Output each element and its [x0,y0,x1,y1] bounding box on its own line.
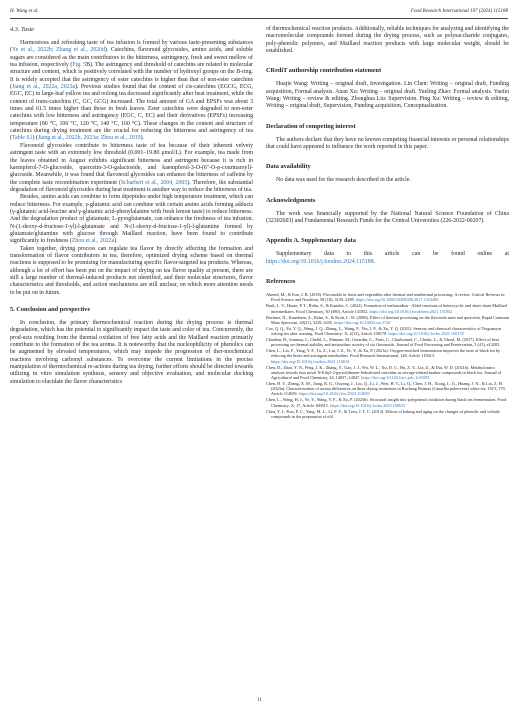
reference-doi-link[interactable]: https://doi.org/10.1002/rcm.2720 [334,319,391,325]
reference-item: Chaaban, H., Ioannou, I., Chebil, L., Slimane, M., Gerardin, C., Paris, C., Charbonnel, C., Chekir, L., & Ghoul, M. (2017). Effect of heat processing on thermal stability and antioxidant activity of six flavonoids. Journal of Food Processing and Preservation, 5 (41), e13203. [266,336,501,348]
paragraph-taste-4: Taken together, drying process can regulate tea flavor by directly affecting the formation and transformation of flavor contributors in tea, therefore, optimized drying scheme based on thermal reactions is supposed to be promising for manufacturing specific flavor-targeted tea products. Whereas, although a lot of effort has been put on the impact of drying on tea flavor quality at present, there are still a large number of thermal-induced products not identified, and their molecular structures, flavor characteristics and thresholds, and action mechanisms are still unclear, on which more attention needs to be put on in future. [10,245,253,296]
supplementary-doi-link[interactable]: https://doi.org/10.1016/j.foodres.2024.115188 [266,258,374,265]
citation-link[interactable]: Ye et al., 2022b; Zhang et al., 2020d [11,47,105,54]
section-title-data-availability: Data availability [266,163,311,171]
paragraph-competing-interest: The authors declare that they have no known competing financial interests or personal relationships that could have appeared to influence the work reported in this paper. [266,136,509,151]
reference-item: Chen, H. Y., Zhang, X. M., Jiang, R. G., Ouyang, J., Liu, Q., Li, J., Wen, H. T., Li, Q., Chen, J. H., Xiong, L. G., Huang, J. N., & Liu, Z. H. (2023a). Characterization of aroma differences on three drying treatments in Rucheng Baimao (Camellia pubescens) white tea. LWT, 179, Article 114659. https://doi.org/10.1016/j.lwt.2023.114659 [266,380,506,397]
reference-doi-link[interactable]: https://doi.org/10.1021/acs.jafc.1c05851 [361,374,430,380]
citation-link[interactable]: Zhou et al., 2022a [71,238,115,245]
reference-doi-link[interactable]: https://doi.org/10.1016/j.lwt.2023.114659 [298,391,370,397]
header-rule [10,18,508,19]
paragraph-taste-3: Besides, amino acids can combine to form dipeptides under high temperature treatment, which can reduce bitterness. For example, γ-glutamic acid can combine with certain amino acids forming adducts (γ-glutamic acid-leucine and γ-glutamic acid-phenylalanine with fresh lemon taste) to reduce bitterness. And the degradation product of glutamate, L-pyroglutamate, can enhance the freshness of tea infusion. N-(1-deoxy-d-fructose-1-yl)-l-glutamate and N-(1-deoxy-d-fructose-1-yl)-l-glutamine formed by glutamate/glutamine with glucose through Maillard reaction, have been found to contribute significantly to freshness (Zhou et al., 2022a). [10,194,253,245]
paragraph-taste-1: Harmonious and refreshing taste of tea infusion is formed by various taste-presenting substances (Ye et al., 2022b; Zhang et al., 2020d). Catechins, flavonoid glycosides, amino acids, and soluble sugars are considered as the main contributors to the bitterness, astringency, fresh and sweet mellow of tea infusion, respectively (Fig. 5B). The astringency and threshold of catechins are related to molecular structure and content, which is positively correlated with the number of hydroxyl groups on the B-ring. It is widely accepted that the astringency of ester catechins is higher than that of non-ester catechins (Jiang et al., 2022a, 2023a). Previous studies found that the content of cis-catechins (EGCG, ECG, EGC, EC) in large-leaf yellow tea and oolong tea decreased significantly after heat treatment, while the content of trans-catechins (C, GC, GCG) increased. The total amount of GA and EPSFs was about 3 times and 61.5 times higher than those in fresh leaves. Ester catechins were degraded to non-ester catechins with low bitterness and astringency (EGC, C, EC) and their derivatives (EPSFs) increasing temperature (80 °C, 100 °C, 120 °C, 140 °C, 160 °C). These changes in the content and structure of catechins during drying treatment are the crucial for reducing the bitterness and astringency of tea (Table S1) (Jiang et al., 2022b, 2023a; Zhou et al., 2019). [10,40,254,142]
right-column [266,26,509,420]
reference-list [266,292,509,419]
figure-link[interactable]: Fig. 5 [72,62,87,69]
reference-item: Chen, Y. J., Kuo, P. C., Yang, M. L., Li, F. Y., & Tzen, J. T. C. (2013). Effects of baking and aging on the changes of phenolic and volatile compounds in the preparation of old [266,408,500,419]
reference-item: Bork, L. V., Haase, P. T., Rohn, S., & Kanzler, C. (2022). Formation of melanoidins - Aldol reactions of heterocyclic and short-chain Maillard intermediates. Food Chemistry, 30 (380), Article 131852. https://doi.org/10.1016/j.foodchem.2021.131852 [266,303,508,314]
citation-link[interactable]: Scharbert et al., 2004, 2005 [120,179,188,186]
reference-item: Ahmed, M., & Eun, J. B. (2018). Flavonoids in fruits and vegetables after thermal and nonthermal processing: A review. Critical Reviews in Food Science and Nutrition, 58 (18), 3159–3188. https://doi.org/10.1080/10408398.2017.1353480 [266,292,505,303]
paragraph-credit: Huajie Wang: Writing – original draft, Investigation. Lin Chen: Writing – original draft, Funding acquisition, Formal analysis. Anan Xu: Writing – original draft. Yueling Zhao: Formal analysis. Yuefei Wang: Writing – review & editing. Zhonghua Liu: Supervision. Ping Xu: Writing – review & editing, Writing – original draft, Supervision, Funding acquisition, Conceptualization. [266,81,509,110]
paragraph-data-availability: No data was used for the research described in the article. [276,177,411,184]
section-title-competing-interest: Declaration of competing interest [266,122,356,130]
reference-doi-link[interactable]: https://doi.org/10.1016/j.fochx.2021.100178 [388,330,464,336]
section-title-appendix: Appendix A. Supplementary data [266,237,356,245]
citation-link[interactable]: Jiang et al., 2022a, 2023a [11,84,76,91]
paragraph-taste-2: Flavonoid glycosides contribute to bitterness taste of tea because of their inherent velvety astringent taste with an extremely low threshold (0.001–19.80 μmol/L). For example, tea made from the leaves obtained in August exhibits significant bitterness and astringent because it is rich in kaempferol-7-O-glucoside, quercetin-3-O-galactoside, and kaempferol-3-O-(6″-O-p-courmaroyl)-glucoside. Meanwhile, it was found that flavonoid glycosides can enhance the bitterness of caffeine by the complete taste recombination experiment (Scharbert et al., 2004, 2005). Therefore, the substantial degradation of flavonoid glycosides during heat treatment is another way to reduce the bitterness of tea. [10,142,253,193]
page-number: 11 [257,698,262,703]
reference-item: Buchner, N., Krumbein, A., Rohn, S., & Kroh, L. W. (2006). Effect of thermal processing on the flavonols rutin and quercetin. Rapid Commun Mass Spectrom, 20(21), 3229–3235. https://doi.org/10.1002/rcm.2720 [266,314,509,325]
reference-item: Chen, L., Liu, F., Yang, Y. F., Tu, Z., Lin, J. Z., Ye, Y., & Xu, P. (2021a). Oxygen-enriched fermentation improves the taste of black tea by reducing the bitter and astringent metabolites. Food Research International, 148, Article 110613. https://doi.org/10.1016/j.foodres.2021.110613 [266,348,501,364]
citation-link[interactable]: Jiang et al., 2022b, 2023a; Zhou et al., 2019 [37,135,141,142]
reference-doi-link[interactable]: https://doi.org/10.1080/10408398.2017.1353480 [355,297,439,303]
paragraph-appendix: Supplementary data to this article can be found online at https://doi.org/10.1016/j.foodres.2024.115188. [266,251,509,265]
section-title-references: References [266,278,296,286]
left-column [10,26,253,386]
reference-doi-link[interactable]: https://doi.org/10.1016/j.foodchem.2021.131852 [369,308,453,314]
paragraph-conclusion: In conclusion, the primary thermochemical reaction during the drying process is thermal degradation, which has the potential to significantly impact the taste and color of tea. Concurrently, the prod-ucts resulting from the thermal oxidation of free fatty acids and the Maillard reaction primarily contribute to the formation of the tea aroma. It is noteworthy that the nucleophilicity of phenolics can be augmented by elevated temperatures, which may impede the progression of ther-mochemical reactions involving carbonyl substances. To overcome the current limitations in the precise manipulation of thermochemical re-actions during tea drying, further efforts should be directed towards utilizing in vitro simulation synthesis, sensory and objective evaluation, and molecular docking simulation to elucidate the flavor characteristics [10,320,253,385]
reference-doi-link[interactable]: https://doi.org/10.1016/j.foodres.2021.110613 [271,358,350,364]
section-title-credit: CRediT authorship contribution statement [266,67,382,75]
reference-item: Chen, L., Wang, H. J., Ye, Y., Wang, Y. F., & Xu, P. (2023b). Structural insight into polyphenol oxidation during black tea fermentation. Food Chemistry: X, 17, Article 100615. https://doi.org/10.1016/j.fochx.2023.100615 [266,397,507,408]
reference-item: Cao, Q. Q., Fu, Y. Q., Wang, J. Q., Zhang, L., Wang, F., Yin, J. F., & Xu, Y. Q. (2021). Sensory and chemical characteristics of Tieguanyin oolong tea after roasting. Food Chemistry: X, 2(12), Article 100178. https://doi.org/10.1016/j.fochx.2021.100178 [266,325,501,336]
paragraph-conclusion-continued: of thermochemical reaction products. Additionally, reliable techniques for analyzing and identifying the macromolecular compounds formed during the drying process, such as polysaccharide conjugates, poly-phenolic polymers, and Maillard reaction products with large molecular weight, should be established. [266,26,509,55]
subsection-title-taste: 4.3. Taste [10,26,35,33]
running-header-journal: Food Research International 197 (2024) 115188 [410,9,508,14]
running-header-authors: H. Wang et al. [10,9,39,14]
section-title-acknowledgments: Acknowledgments [266,196,316,204]
reference-item: Chen, D., Zhao, Y. N., Peng, J. K., Zhang, Y., Gao, J. J., Wu, W. L., Xu, D. C., Hu, Z. Y., Lin, Z., & Dai, W. D. (2021b). Metabolomics analysis reveals four novel N-Ethyl-2-pyrrolidinone-Substituted catechins as storage-related marker compounds in black tea. Journal of Agricultural and Food Chemistry, 24, 14037–14047. https://doi.org/10.1021/acs.jafc.1c05851 [266,364,502,380]
reference-doi-link[interactable]: https://doi.org/10.1016/j.fochx.2023.100615 [330,402,406,408]
paragraph-acknowledgments: The work was financially supported by the National Natural Science Foundation of China (32302603) and Fundamental Research Funds for the Central Universities (226-2022-00207). [266,210,509,225]
section-title-conclusion: 5. Conclusion and perspective [10,306,91,314]
table-link[interactable]: Table S1 [11,135,33,142]
